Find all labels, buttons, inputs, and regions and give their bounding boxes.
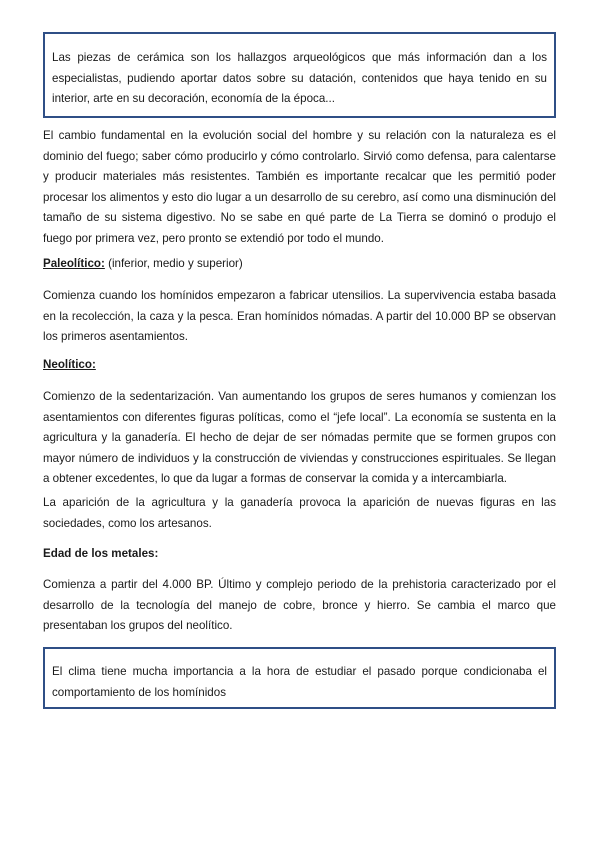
neolitico-paragraph-1: Comienzo de la sedentarización. Van aumentando los grupos de seres humanos y comienzan los asentamientos con diferentes figuras políticas, como el “jefe local”. La economía se sustenta en la agricultura y la ganadería. El hecho de dejar de ser nómadas permite que se formen grupos con mayor número de individuos y la construcción de viviendas y construcciones espirituales. Se llegan a obtener excedentes, lo que da lugar a formas de conservar la comida y a intercambiarla. (43, 390, 556, 485)
paleolitico-note: (inferior, medio y superior) (104, 257, 243, 270)
callout-box-ceramica (43, 32, 556, 118)
metales-heading: Edad de los metales: (43, 547, 159, 560)
paleolitico-heading-line (43, 254, 556, 275)
neolitico-heading: Neolítico: (43, 358, 96, 371)
neolitico-heading-line (43, 355, 556, 376)
callout-text-clima: El clima tiene mucha importancia a la hora de estudiar el pasado porque condicionaba el comportamiento de los homínidos (52, 665, 547, 699)
metales-heading-line (43, 544, 556, 565)
metales-paragraph: Comienza a partir del 4.000 BP. Último y complejo periodo de la prehistoria caracterizado por el desarrollo de la tecnología del manejo de cobre, bronce y hierro. Se cambia el marco que presentaban los grupos del neolítico. (43, 578, 556, 632)
paleolitico-paragraph: Comienza cuando los homínidos empezaron a fabricar utensilios. La supervivencia estaba basada en la recolección, la caza y la pesca. Eran homínidos nómadas. A partir del 10.000 BP se observan los primeros asentamientos. (43, 289, 556, 343)
paleolitico-heading: Paleolítico: (43, 257, 105, 270)
callout-text-ceramica: Las piezas de cerámica son los hallazgos arqueológicos que más información dan a los especialistas, pudiendo aportar datos sobre su datación, contenidos que haya tenido en su interior, arte en su decoración, economía de la época... (52, 51, 547, 105)
callout-box-clima (43, 647, 556, 709)
intro-paragraph: El cambio fundamental en la evolución social del hombre y su relación con la naturaleza es el dominio del fuego; saber cómo producirlo y cómo controlarlo. Sirvió como defensa, para calentarse y producir materiales más resistentes. También es importante recalcar que les permitió poder procesar los alimentos y esto dio lugar a un desarrollo de su cerebro, así como una disminución del tamaño de su sistema digestivo. No se sabe en qué parte de La Tierra se dominó o produjo el fuego por primera vez, pero pronto se extendió por todo el mundo. (43, 129, 556, 245)
neolitico-paragraph-2: La aparición de la agricultura y la ganadería provoca la aparición de nuevas figuras en las sociedades, como los artesanos. (43, 496, 556, 530)
